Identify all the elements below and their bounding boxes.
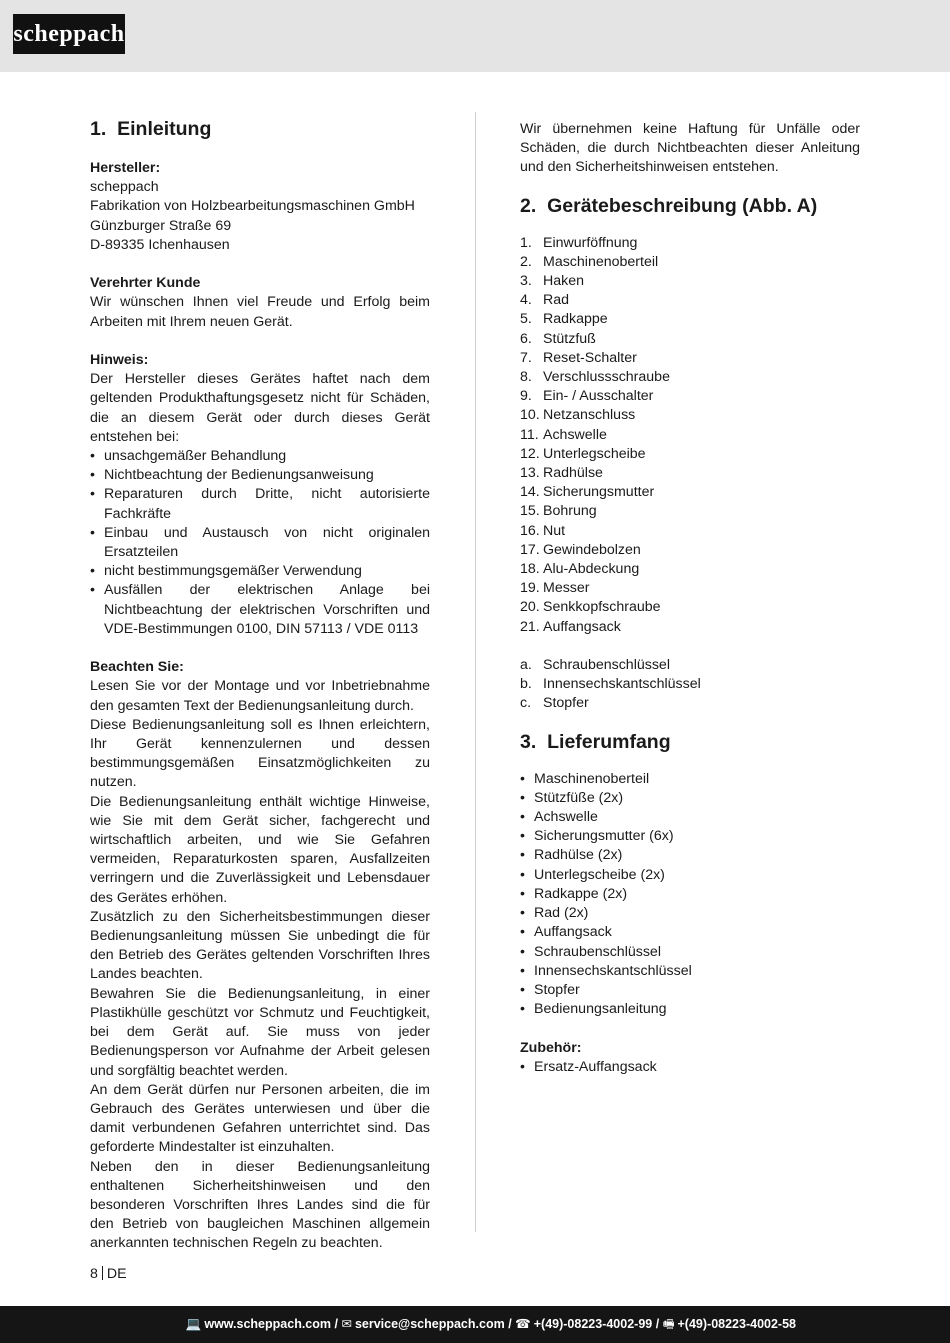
list-item: • Bedienungsanleitung (520, 1000, 860, 1019)
list-item: • Rad (2x) (520, 904, 860, 923)
computer-icon: 💻 (185, 1317, 202, 1331)
observe-paragraph: Neben den in dieser Bedienungsanleitung enthaltenen Sicherheitshinweisen und den besonderen Vorschriften Ihres Landes sind die für den Betrieb von baugleichen Maschinen allgemein anerkannten technischen Regeln zu beachten. (90, 1158, 430, 1252)
accessories-list (520, 1058, 860, 1077)
footer-bar (0, 1306, 950, 1343)
address-line: Günzburger Straße 69 (90, 217, 232, 234)
list-item: 20. Senkkopfschraube (520, 599, 661, 616)
observe-paragraph: Lesen Sie vor der Montage und vor Inbetriebnahme den gesamten Text der Bedienungsanleitung durch. (90, 678, 430, 714)
scheppach-logo: scheppach (13, 14, 125, 54)
mail-icon: ✉ (341, 1317, 352, 1331)
address-line: scheppach (90, 179, 159, 196)
list-item: 1. Einwurföffnung (520, 234, 638, 251)
left-column (90, 117, 430, 1254)
list-item: 7. Reset-Schalter (520, 349, 637, 366)
list-item: 21. Auffangsack (520, 618, 621, 635)
list-item: 6. Stützfuß (520, 330, 596, 347)
manufacturer-address (90, 178, 430, 255)
list-item: 14. Sicherungsmutter (520, 484, 655, 501)
column-divider (475, 112, 476, 1232)
list-item: • Ausfällen der elektrischen Anlage bei Nichtbeachtung der elektrischen Vorschriften und VDE-Bestimmungen 0100, DIN 57113 / VDE 0113 (90, 581, 430, 639)
observe-label: Beachten Sie: (90, 659, 184, 676)
list-item: • Sicherungsmutter (6x) (520, 827, 860, 846)
observe-paragraph: An dem Gerät dürfen nur Personen arbeiten, die im Gebrauch des Gerätes unterwiesen und über die damit verbundenen Gefahren unterrichtet sind. Das geforderte Mindestalter ist einzuhalten. (90, 1081, 430, 1156)
phone-number: +(49)-08223-4002-99 (533, 1317, 653, 1331)
address-line: Fabrikation von Holzbearbeitungsmaschinen GmbH (90, 198, 415, 215)
list-item: • Innensechskantschlüssel (520, 962, 860, 981)
list-item: • Maschinenoberteil (520, 770, 860, 789)
website-link[interactable]: www.scheppach.com (204, 1317, 331, 1331)
list-item: 15. Bohrung (520, 503, 597, 520)
list-item: • unsachgemäßer Behandlung (90, 447, 430, 466)
fax-number: +(49)-08223-4002-58 (677, 1317, 796, 1331)
fax-icon: 🖷 (662, 1317, 675, 1331)
section-3-heading: 3. Lieferumfang (520, 730, 671, 753)
customer-text: Wir wünschen Ihnen viel Freude und Erfolg beim Arbeiten mit Ihrem neuen Gerät. (90, 294, 430, 330)
page-number: 8 DE (90, 1266, 127, 1282)
notice-label: Hinweis: (90, 352, 149, 368)
list-item: 19. Messer (520, 580, 590, 597)
list-item: • Radhülse (2x) (520, 846, 860, 865)
observe-paragraph: Bewahren Sie die Bedienungsanleitung, in einer Plastikhülle geschützt vor Schmutz und Feuchtigkeit, bei dem Gerät auf. Sie muss von jeder Bedienungsperson vor Aufnahme der Arbeit gelesen und sorgfältig beachtet werden. (90, 985, 430, 1079)
right-column (520, 120, 860, 1077)
address-line: D-89335 Ichenhausen (90, 236, 230, 253)
list-item: 5. Radkappe (520, 311, 608, 328)
list-item: a. Schraubenschlüssel (520, 657, 670, 674)
list-item: • Achswelle (520, 808, 860, 827)
parts-list (520, 234, 860, 637)
list-item: 3. Haken (520, 273, 585, 290)
list-item: 2. Maschinenoberteil (520, 253, 659, 270)
phone-icon: ☎ (515, 1317, 531, 1331)
list-item: 12. Unterlegscheibe (520, 445, 646, 462)
section-1-heading: 1. Einleitung (90, 118, 212, 140)
list-item: 16. Nut (520, 522, 566, 539)
observe-paragraph: Diese Bedienungsanleitung soll es Ihnen erleichtern, Ihr Gerät kennenzulernen und dessen bestimmungsgemäßen Einsatzmöglichkeiten zu nutzen. (90, 716, 430, 791)
list-item: • nicht bestimmungsgemäßer Verwendung (90, 562, 430, 581)
list-item: • Stützfüße (2x) (520, 789, 860, 808)
list-item: • Auffangsack (520, 923, 860, 942)
observe-paragraph: Zusätzlich zu den Sicherheitsbestimmungen dieser Bedienungsanleitung müssen Sie unbedingt die für den Betrieb des Gerätes geltenden Vorschriften Ihres Landes beachten. (90, 908, 430, 983)
page-number-separator (102, 1266, 103, 1280)
list-item: • Schraubenschlüssel (520, 943, 860, 962)
liability-exclusions-list (90, 447, 430, 639)
liability-text: Wir übernehmen keine Haftung für Unfälle oder Schäden, die durch Nichtbeachten dieser Anleitung und den Sicherheitshinweisen entstehen. (520, 121, 860, 176)
manufacturer-label: Hersteller: (90, 160, 161, 176)
notice-text: Der Hersteller dieses Gerätes haftet nach dem geltenden Produkthaftungsgesetz nicht für Schäden, die an diesem Gerät oder durch dieses Gerät entstehen bei: (90, 371, 430, 445)
list-item: • Stopfer (520, 981, 860, 1000)
list-item: • Reparaturen durch Dritte, nicht autorisierte Fachkräfte (90, 485, 430, 523)
list-item: b. Innensechskantschlüssel (520, 676, 701, 693)
footer-contact: 💻 www.scheppach.com / ✉ service@scheppach.com / ☎ +(49)-08223-4002-99 / 🖷 +(49)-08223-4002-58 (185, 1317, 796, 1331)
list-item: 4. Rad (520, 292, 570, 309)
list-item: 13. Radhülse (520, 465, 603, 482)
observe-paragraph: Die Bedienungsanleitung enthält wichtige Hinweise, wie Sie mit dem Gerät sicher, fachgerecht und wirtschaftlich arbeiten, und wie Sie Gefahren vermeiden, Reparaturkosten sparen, Ausfallzeiten verringern und die Zuverlässigkeit und Lebensdauer des Gerätes erhöhen. (90, 793, 430, 906)
list-item: 17. Gewindebolzen (520, 541, 641, 558)
list-item: 10. Netzanschluss (520, 407, 636, 424)
email-link[interactable]: service@scheppach.com (354, 1317, 505, 1331)
list-item: • Nichtbeachtung der Bedienungsanweisung (90, 466, 430, 485)
list-item: 8. Verschlussschraube (520, 369, 670, 386)
list-item: • Einbau und Austausch von nicht originalen Ersatzteilen (90, 524, 430, 562)
customer-label: Verehrter Kunde (90, 275, 201, 292)
delivery-scope-list (520, 770, 860, 1020)
list-item: 9. Ein- / Ausschalter (520, 388, 654, 405)
list-item: • Unterlegscheibe (2x) (520, 866, 860, 885)
accessories-label: Zubehör: (520, 1039, 582, 1056)
list-item: c. Stopfer (520, 695, 589, 712)
section-2-heading: 2. Gerätebeschreibung (Abb. A) (520, 194, 818, 217)
list-item: 11. Achswelle (520, 426, 607, 443)
page-header (0, 0, 950, 72)
list-item: • Radkappe (2x) (520, 885, 860, 904)
list-item: 18. Alu-Abdeckung (520, 561, 640, 578)
list-item: • Ersatz-Auffangsack (520, 1058, 860, 1077)
tools-list (520, 656, 860, 714)
